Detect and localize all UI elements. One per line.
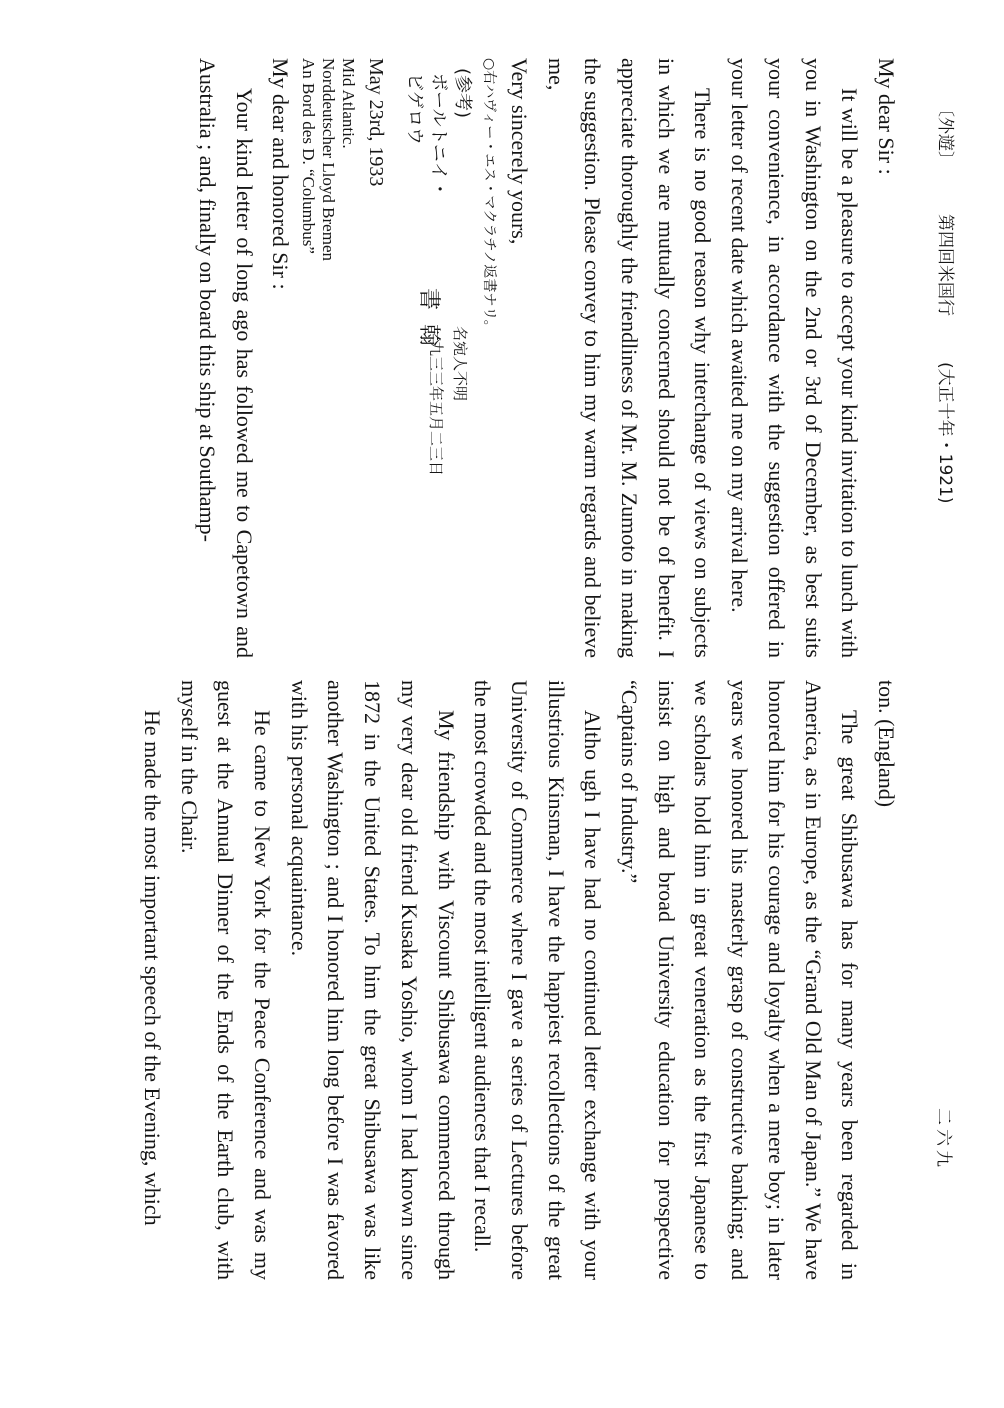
paragraph: There is no good reason why interchange of views on subjects in which we are mutually concerned should not be of benefit. I appreciate thoroughly the friendliness of Mr. M. Zumoto in making the suggestion. Please convey to him my warm regards and believe me,	[543, 58, 716, 658]
paragraph: It will be a pleasure to accept your kind invitation to lunch with you in Washington on the 2nd or 3rd of December, as best suits your convenience, in accordance with the suggestion offered in your letter of recent date which awaited me on my arrival here.	[727, 58, 863, 658]
right-column	[133, 680, 904, 1280]
address-line: Norddeutscher Lloyd Bremen	[319, 58, 339, 261]
salutation: My dear Sir :	[874, 58, 899, 175]
reference-title: 書翰	[416, 288, 442, 361]
paragraph: Your kind letter of long ago has followed me to Capetown and Australia ; and, finally on board this ship at Southamp-	[194, 58, 257, 658]
paragraph: My friendship with Viscount Shibusawa commenced through my very dear old friend Kusaka Yoshio, whom I had known since 1872 in the United States. To him the great Shibusawa was like another Washington ; and I honored him long before I was favored with his personal acquaintance.	[286, 680, 459, 1280]
salutation-2: My dear and honored Sir :	[268, 58, 294, 290]
paragraph: He came to New York for the Peace Conference and was my guest at the Annual Dinner of the Ends of the Earth club, with myself in the Chair.	[176, 680, 276, 1280]
paragraph: He made the most important speech of the Evening, which	[139, 710, 165, 1226]
closing: Very sincerely yours,	[506, 58, 532, 245]
reference-note: 名宛人不明	[451, 326, 470, 402]
address-line: Mid Atlantic.	[339, 58, 359, 149]
japanese-note: ○右ハヴィー・エス・マクラチノ返書ナリ。	[481, 58, 498, 334]
paragraph: Altho ugh I have had no continued letter exchange with your illustrious Kinsman, I have the happiest recollections of the great University of Commerce where I gave a series of Lectures before the most crowded and the most intelligent audiences that I recall.	[470, 680, 606, 1280]
footer-chapter: 第四回米国行	[935, 214, 955, 316]
reference-names	[402, 73, 450, 198]
address-line: An Bord des D. “Columbus”	[299, 58, 319, 254]
page-footer	[935, 100, 960, 504]
paragraph: ton. (England)	[874, 680, 899, 808]
reference-label: (参考)	[452, 68, 474, 119]
left-column	[188, 58, 904, 658]
reference-date: 一九三三年五月二三日	[427, 326, 446, 477]
paragraph: The great Shibusawa has for many years been regarded in America, as in Europe, as the “Grand Old Man of Japan.” We have honored him for his courage and loyalty when a mere boy; in later years we honored his masterly grasp of constructive banking; and we scholars hold him in great veneration as the first Japanese to insist on high and broad University education for prospective “Captains of Industry.”	[617, 680, 863, 1280]
reference-name-1: ボールトニイ・	[428, 73, 450, 198]
letter-date: May 23rd, 1933	[365, 58, 388, 187]
page-number: 二六九	[933, 1108, 953, 1171]
footer-section: 〔外遊〕	[935, 100, 955, 168]
footer-era: (大正十年・1921)	[935, 362, 955, 504]
reference-name-2: ビゲロウ	[404, 73, 426, 145]
reference-heading	[390, 58, 472, 658]
